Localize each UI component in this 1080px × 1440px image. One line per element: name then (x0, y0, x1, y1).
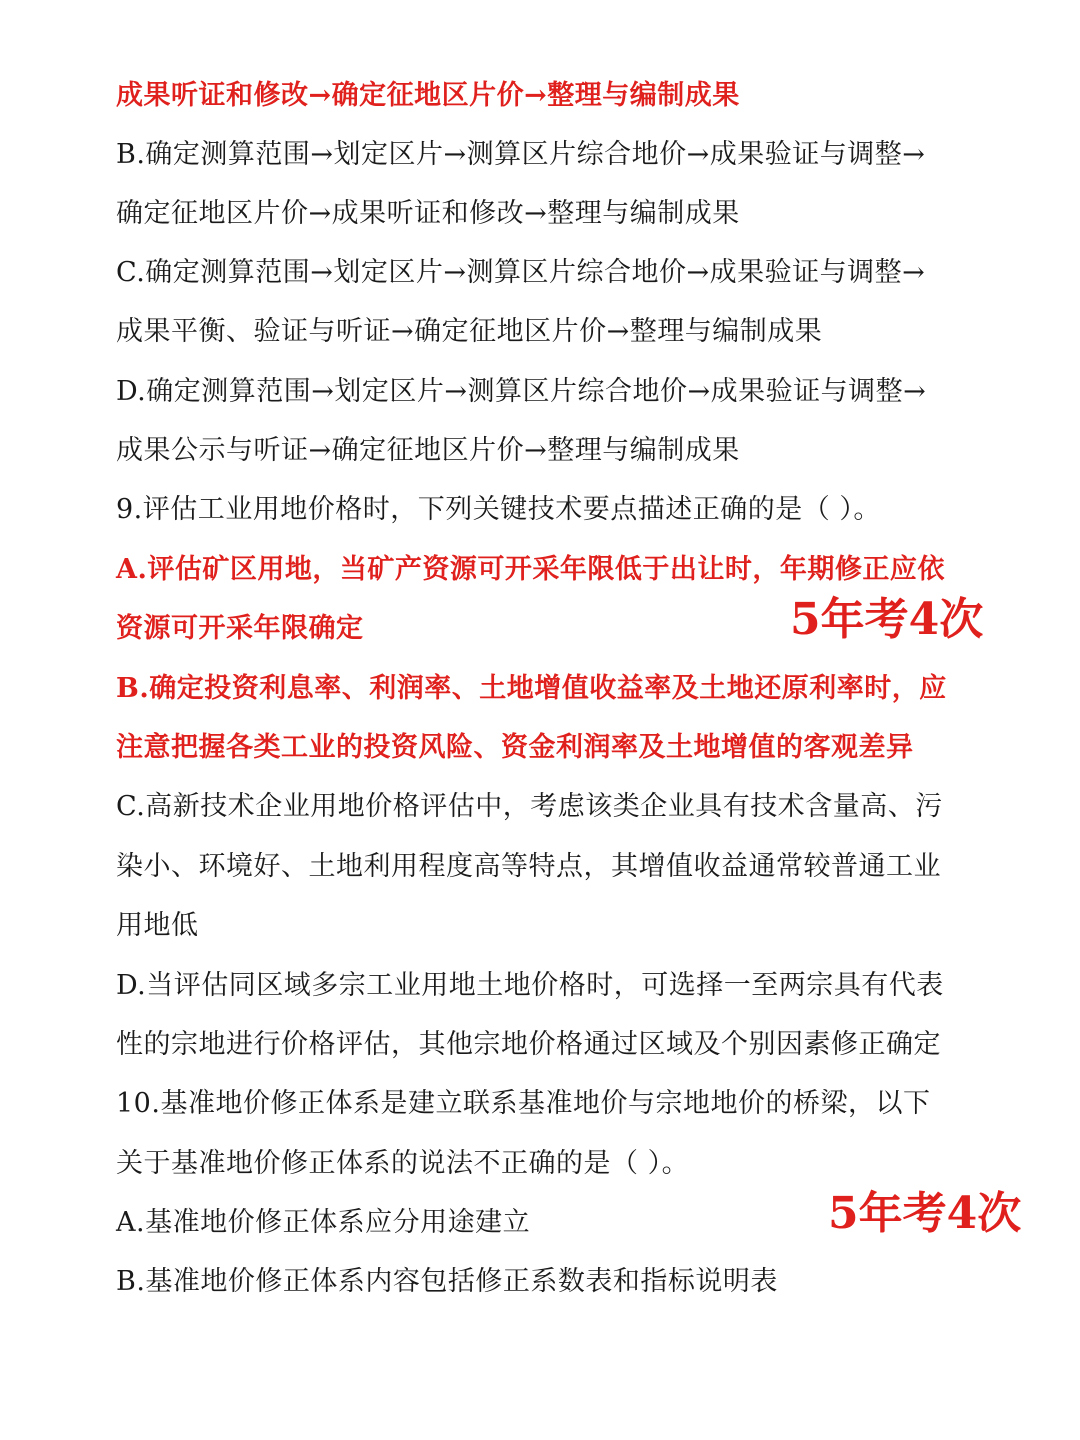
text-line-21: B.基准地价修正体系内容包括修正系数表和指标说明表 (116, 1266, 778, 1297)
text-line-1: 成果听证和修改→确定征地区片价→整理与编制成果 (116, 80, 740, 111)
text-line-12: 注意把握各类工业的投资风险、资金利润率及土地增值的客观差异 (116, 732, 914, 763)
question-9: 9.评估工业用地价格时，下列关键技术要点描述正确的是（ ）。 (116, 494, 881, 525)
text-line-13: C.高新技术企业用地价格评估中，考虑该类企业具有技术含量高、污 (116, 791, 943, 822)
text-line-20: A.基准地价修正体系应分用途建立 (116, 1207, 531, 1238)
text-line-7: 成果公示与听证→确定征地区片价→整理与编制成果 (116, 435, 740, 466)
text-line-17: 性的宗地进行价格评估，其他宗地价格通过区域及个别因素修正确定 (116, 1029, 941, 1060)
text-line-6: D.确定测算范围→划定区片→测算区片综合地价→成果验证与调整→ (116, 376, 927, 407)
question-10: 10.基准地价修正体系是建立联系基准地价与宗地地价的桥梁，以下 (116, 1088, 931, 1119)
text-line-15: 用地低 (116, 910, 199, 941)
text-line-11: B.确定投资利息率、利润率、土地增值收益率及土地还原利率时，应 (116, 673, 947, 704)
text-line-4: C.确定测算范围→划定区片→测算区片综合地价→成果验证与调整→ (116, 257, 926, 288)
text-line-9: A.评估矿区用地，当矿产资源可开采年限低于出让时，年期修正应依 (116, 554, 945, 585)
text-line-19: 关于基准地价修正体系的说法不正确的是（ ）。 (116, 1148, 690, 1179)
frequency-annotation-2: 5年考4次 (828, 1188, 1022, 1239)
text-line-14: 染小、环境好、土地利用程度高等特点，其增值收益通常较普通工业 (116, 851, 941, 882)
text-line-10: 资源可开采年限确定 (116, 613, 364, 644)
text-line-3: 确定征地区片价→成果听证和修改→整理与编制成果 (116, 198, 740, 229)
text-line-2: B.确定测算范围→划定区片→测算区片综合地价→成果验证与调整→ (116, 139, 926, 170)
text-line-5: 成果平衡、验证与听证→确定征地区片价→整理与编制成果 (116, 316, 823, 347)
text-line-16: D.当评估同区域多宗工业用地土地价格时，可选择一至两宗具有代表 (116, 970, 944, 1001)
frequency-annotation-1: 5年考4次 (790, 594, 984, 645)
